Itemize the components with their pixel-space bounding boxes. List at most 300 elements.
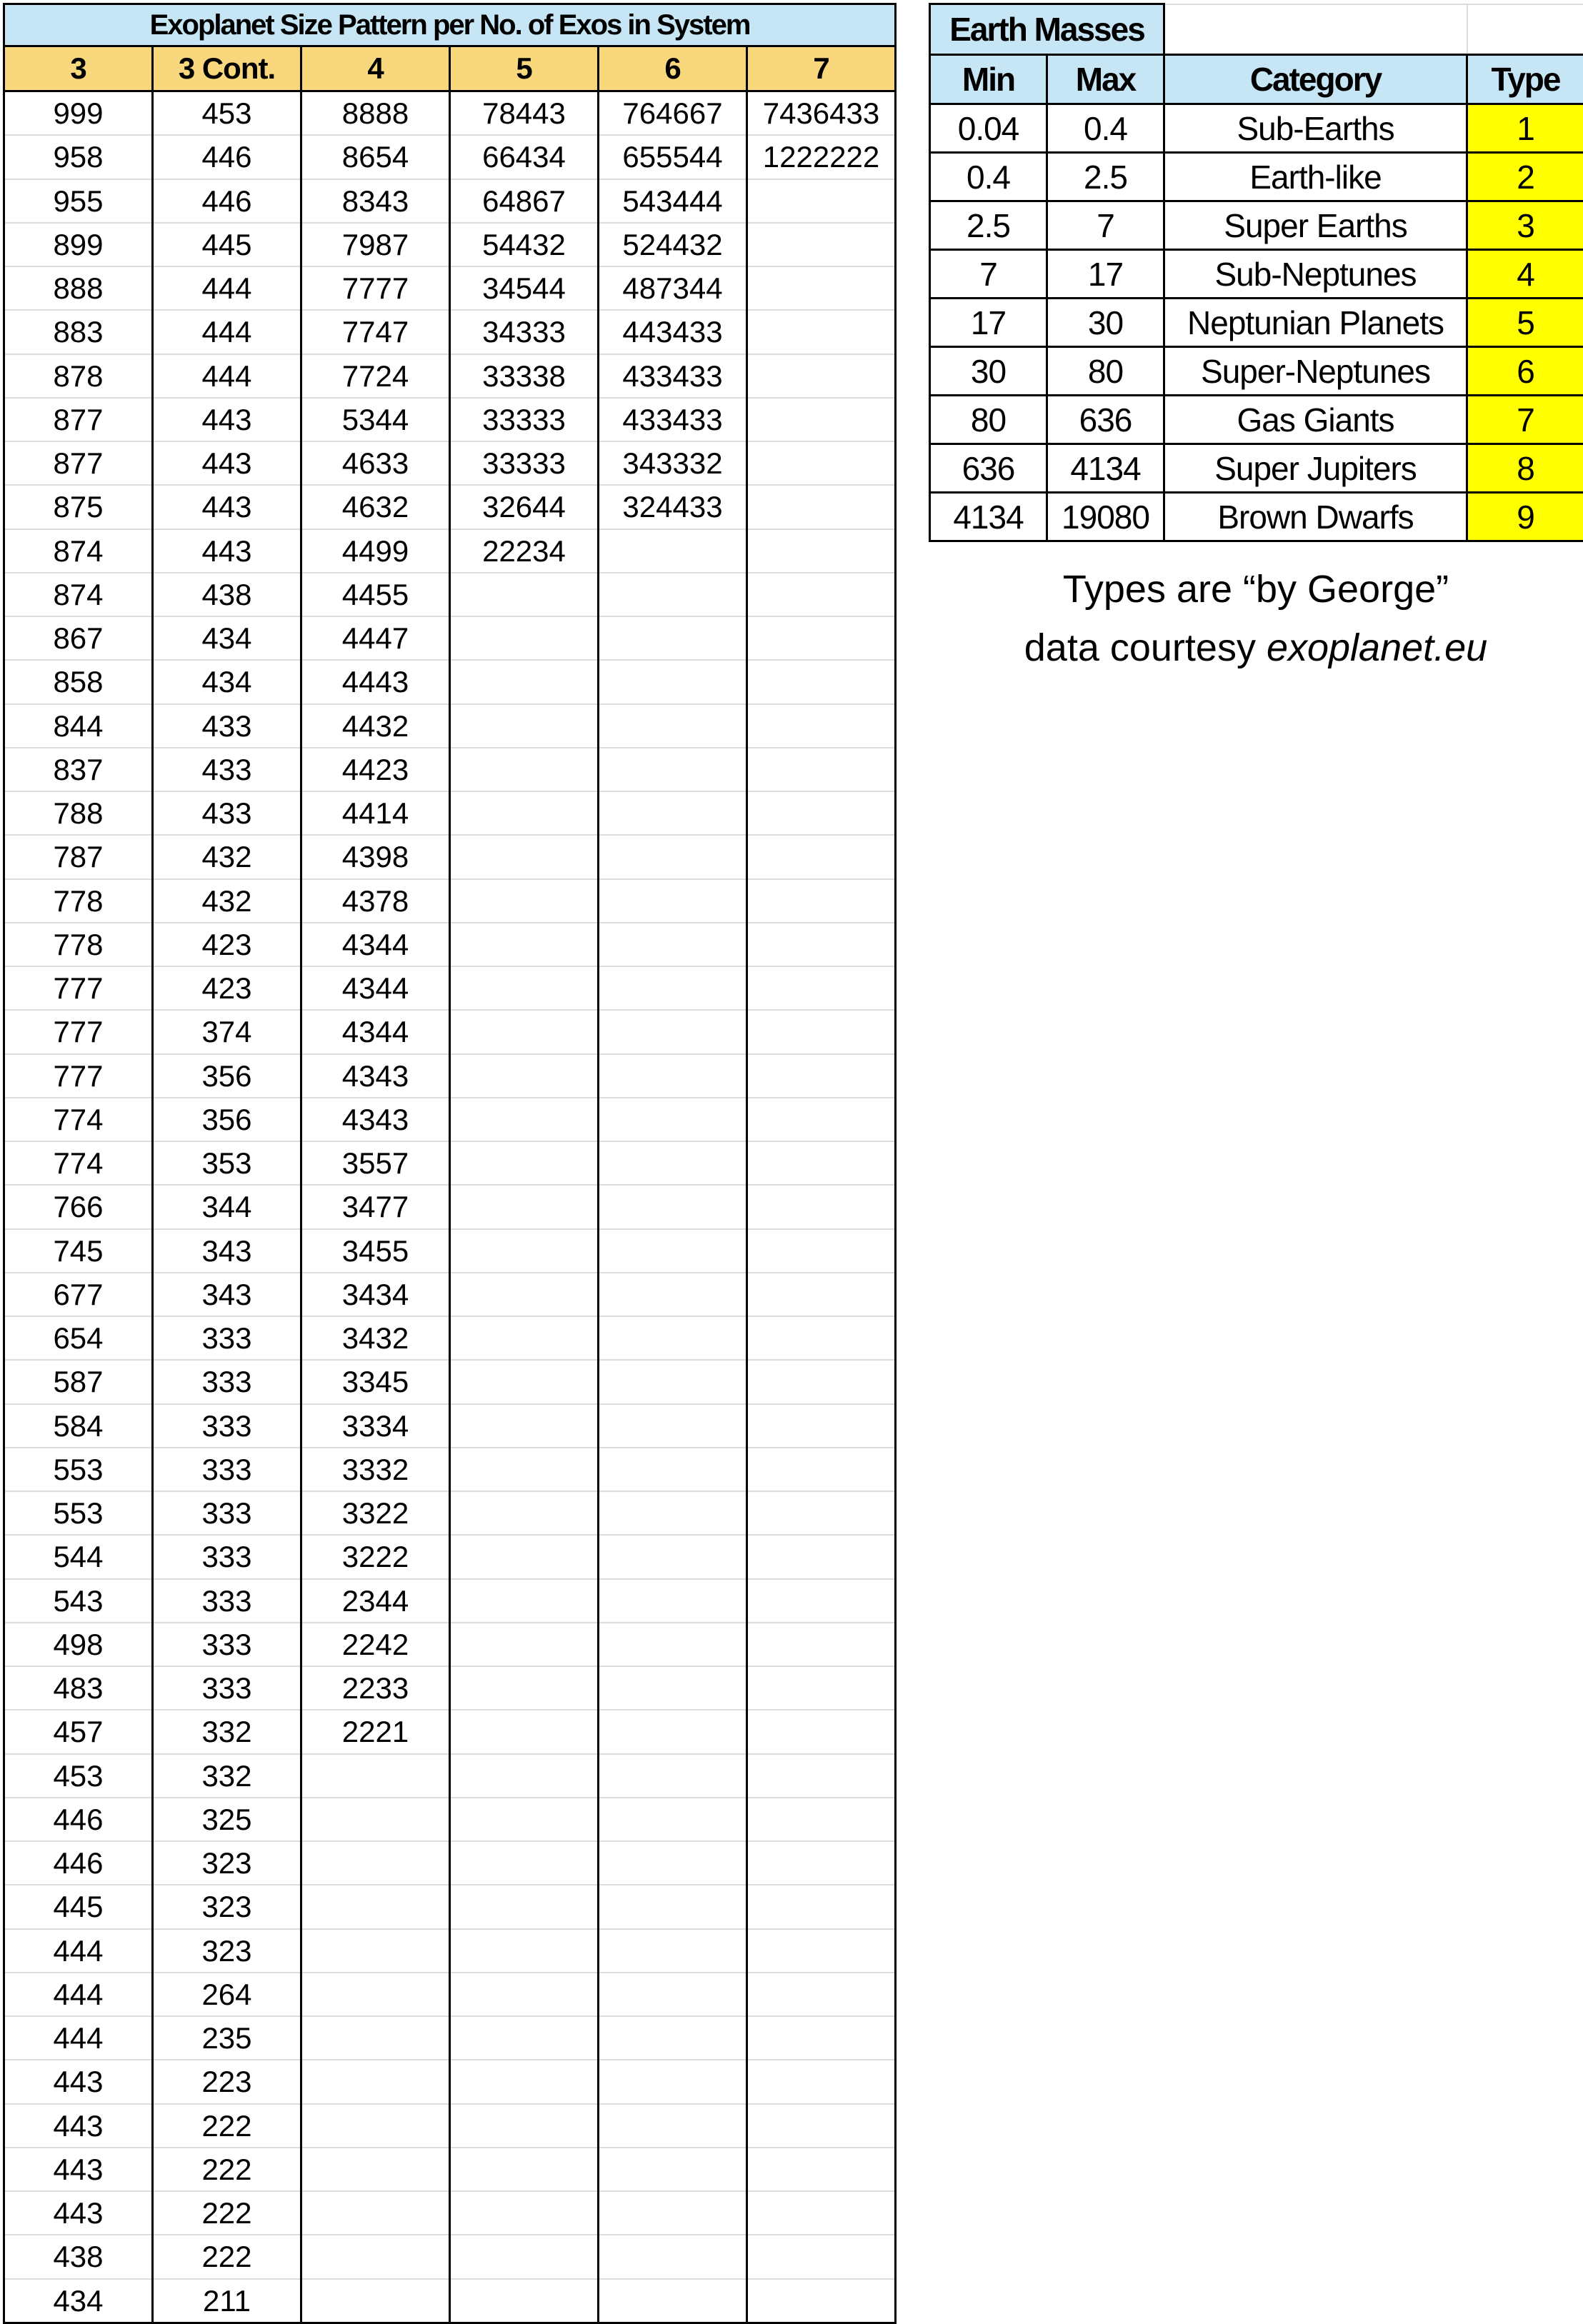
- table-cell: 33333: [450, 398, 599, 441]
- table-cell: 353: [153, 1141, 301, 1185]
- table-row: [4, 2148, 896, 2191]
- table-row: [4, 1316, 896, 1360]
- type-cell: 4: [1467, 250, 1583, 299]
- table-cell: 498: [4, 1623, 153, 1666]
- table-cell: [450, 1973, 599, 2016]
- table-cell: 3222: [301, 1535, 450, 1578]
- max-cell: 80: [1047, 347, 1164, 396]
- table-cell: 883: [4, 310, 153, 354]
- legend-row: [930, 250, 1583, 299]
- max-cell: 4134: [1047, 444, 1164, 493]
- min-cell: 2.5: [930, 201, 1047, 250]
- type-cell: 3: [1467, 201, 1583, 250]
- table-cell: [599, 1054, 747, 1098]
- table-row: [4, 1491, 896, 1535]
- table-cell: [450, 1666, 599, 1710]
- table-cell: 483: [4, 1666, 153, 1710]
- table-cell: [599, 2279, 747, 2323]
- table-cell: 745: [4, 1229, 153, 1273]
- table-cell: [747, 1229, 896, 1273]
- table-cell: [747, 1754, 896, 1798]
- table-cell: 543444: [599, 179, 747, 223]
- table-cell: [450, 748, 599, 791]
- type-cell: 2: [1467, 153, 1583, 201]
- table-cell: 434: [153, 616, 301, 660]
- table-cell: 444: [153, 354, 301, 398]
- min-cell: 4134: [930, 493, 1047, 541]
- table-cell: 2221: [301, 1710, 450, 1753]
- table-row: [4, 923, 896, 966]
- column-header: 7: [747, 46, 896, 91]
- table-cell: [599, 923, 747, 966]
- table-row: [4, 1885, 896, 1928]
- table-cell: 587: [4, 1360, 153, 1403]
- table-cell: 764667: [599, 91, 747, 136]
- table-cell: 4398: [301, 835, 450, 878]
- table-cell: 543: [4, 1579, 153, 1623]
- table-cell: 344: [153, 1185, 301, 1228]
- table-cell: [301, 2191, 450, 2235]
- table-cell: [747, 485, 896, 529]
- table-cell: 445: [153, 223, 301, 266]
- table-cell: 867: [4, 616, 153, 660]
- table-cell: [747, 2016, 896, 2060]
- table-cell: [599, 529, 747, 573]
- table-cell: [301, 2016, 450, 2060]
- table-cell: 222: [153, 2191, 301, 2235]
- table-row: [4, 1710, 896, 1753]
- min-cell: 30: [930, 347, 1047, 396]
- table-cell: [301, 2104, 450, 2148]
- types-note: Types are “by George”: [929, 560, 1583, 618]
- table-cell: [747, 2235, 896, 2278]
- table-cell: [747, 1010, 896, 1053]
- table-row: [4, 441, 896, 485]
- table-cell: [599, 616, 747, 660]
- table-cell: [747, 573, 896, 616]
- table-cell: [450, 1491, 599, 1535]
- table-cell: 777: [4, 966, 153, 1010]
- type-cell: 1: [1467, 104, 1583, 153]
- category-cell: Super-Neptunes: [1164, 347, 1467, 396]
- table-row: [4, 2279, 896, 2323]
- table-cell: 423: [153, 966, 301, 1010]
- table-cell: 858: [4, 660, 153, 703]
- table-cell: [747, 1841, 896, 1885]
- blank-cell: [1467, 4, 1583, 55]
- category-cell: Sub-Earths: [1164, 104, 1467, 153]
- table-cell: 2344: [301, 1579, 450, 1623]
- table-cell: [747, 529, 896, 573]
- legend-column-header: Type: [1467, 55, 1583, 104]
- table-cell: [599, 1623, 747, 1666]
- table-cell: 553: [4, 1491, 153, 1535]
- table-cell: [599, 1666, 747, 1710]
- table-cell: 64867: [450, 179, 599, 223]
- table-cell: 877: [4, 398, 153, 441]
- table-cell: [747, 748, 896, 791]
- table-cell: 54432: [450, 223, 599, 266]
- table-cell: [450, 791, 599, 835]
- table-cell: 8654: [301, 135, 450, 179]
- legend-row: [930, 153, 1583, 201]
- table-row: [4, 1448, 896, 1491]
- legend-row: [930, 104, 1583, 153]
- table-cell: 5344: [301, 398, 450, 441]
- table-cell: 487344: [599, 266, 747, 310]
- table-row: [4, 748, 896, 791]
- table-row: [4, 310, 896, 354]
- table-cell: [599, 1010, 747, 1053]
- table-cell: [747, 1404, 896, 1448]
- table-cell: 66434: [450, 135, 599, 179]
- table-cell: 443: [4, 2104, 153, 2148]
- table-cell: 356: [153, 1054, 301, 1098]
- table-cell: [747, 223, 896, 266]
- source-name: exoplanet.eu: [1267, 626, 1487, 669]
- table-row: [4, 1623, 896, 1666]
- table-cell: 446: [153, 179, 301, 223]
- table-cell: [450, 2148, 599, 2191]
- table-cell: 34544: [450, 266, 599, 310]
- table-cell: [747, 2148, 896, 2191]
- table-cell: [599, 1316, 747, 1360]
- table-cell: 553: [4, 1448, 153, 1491]
- table-cell: [450, 879, 599, 923]
- table-cell: [301, 1885, 450, 1928]
- table-cell: [450, 1535, 599, 1578]
- table-cell: [450, 1316, 599, 1360]
- table-cell: 8888: [301, 91, 450, 136]
- table-cell: [747, 310, 896, 354]
- legend-row: [930, 299, 1583, 347]
- table-cell: 443: [4, 2148, 153, 2191]
- table-cell: 3557: [301, 1141, 450, 1185]
- table-cell: [301, 1798, 450, 1841]
- min-cell: 80: [930, 396, 1047, 444]
- table-cell: 333: [153, 1360, 301, 1403]
- table-cell: 3477: [301, 1185, 450, 1228]
- table-cell: 446: [153, 135, 301, 179]
- table-row: [4, 573, 896, 616]
- table-cell: [747, 354, 896, 398]
- table-cell: [599, 2060, 747, 2103]
- table-row: [4, 616, 896, 660]
- table-cell: 7747: [301, 310, 450, 354]
- table-cell: 324433: [599, 485, 747, 529]
- legend-column-header: Min: [930, 55, 1047, 104]
- table-cell: [450, 2191, 599, 2235]
- table-cell: 333: [153, 1623, 301, 1666]
- category-cell: Gas Giants: [1164, 396, 1467, 444]
- table-cell: 446: [4, 1798, 153, 1841]
- table-cell: 444: [4, 1973, 153, 2016]
- table-cell: [599, 748, 747, 791]
- table-cell: 7436433: [747, 91, 896, 136]
- category-cell: Earth-like: [1164, 153, 1467, 201]
- table-cell: 423: [153, 923, 301, 966]
- min-cell: 17: [930, 299, 1047, 347]
- table-cell: [450, 1754, 599, 1798]
- table-cell: 584: [4, 1404, 153, 1448]
- table-cell: 524432: [599, 223, 747, 266]
- attribution-notes: [929, 560, 1583, 677]
- table-cell: 444: [4, 2016, 153, 2060]
- table-cell: 444: [153, 310, 301, 354]
- table-cell: 433: [153, 704, 301, 748]
- table-cell: [450, 2104, 599, 2148]
- table-cell: 443: [153, 485, 301, 529]
- table-cell: [599, 660, 747, 703]
- table-row: [4, 1666, 896, 1710]
- table-row: [4, 1273, 896, 1316]
- table-row: [4, 2104, 896, 2148]
- min-cell: 0.04: [930, 104, 1047, 153]
- table-cell: [599, 1798, 747, 1841]
- table-row: [4, 1360, 896, 1403]
- category-cell: Super Earths: [1164, 201, 1467, 250]
- table-cell: 453: [4, 1754, 153, 1798]
- table-row: [4, 1098, 896, 1141]
- table-cell: [747, 791, 896, 835]
- table-cell: [747, 1360, 896, 1403]
- table-cell: 438: [4, 2235, 153, 2278]
- table-cell: [747, 1273, 896, 1316]
- table-cell: [747, 2060, 896, 2103]
- table-cell: 264: [153, 1973, 301, 2016]
- table-cell: [450, 835, 599, 878]
- table-cell: [747, 1666, 896, 1710]
- legend-row: [930, 493, 1583, 541]
- table-cell: [747, 1535, 896, 1578]
- table-cell: [301, 1754, 450, 1798]
- table-row: [4, 1754, 896, 1798]
- table-cell: [747, 2104, 896, 2148]
- table-row: [4, 1141, 896, 1185]
- max-cell: 7: [1047, 201, 1164, 250]
- table-cell: 875: [4, 485, 153, 529]
- table-cell: 333: [153, 1666, 301, 1710]
- table-cell: 4499: [301, 529, 450, 573]
- table-cell: [747, 1710, 896, 1753]
- table-cell: 333: [153, 1579, 301, 1623]
- table-cell: 837: [4, 748, 153, 791]
- column-header: 5: [450, 46, 599, 91]
- table-row: [4, 135, 896, 179]
- table-cell: [747, 1316, 896, 1360]
- table-cell: 222: [153, 2148, 301, 2191]
- table-row: [4, 1929, 896, 1973]
- table-cell: 434: [4, 2279, 153, 2323]
- max-cell: 19080: [1047, 493, 1164, 541]
- table-cell: [450, 966, 599, 1010]
- legend-row: [930, 444, 1583, 493]
- table-cell: [747, 1491, 896, 1535]
- table-cell: 878: [4, 354, 153, 398]
- table-cell: 655544: [599, 135, 747, 179]
- table-cell: 343332: [599, 441, 747, 485]
- table-cell: 4423: [301, 748, 450, 791]
- table-cell: [599, 1710, 747, 1753]
- table-cell: [599, 1841, 747, 1885]
- table-cell: 4632: [301, 485, 450, 529]
- pattern-table-body: [4, 91, 896, 2323]
- table-cell: 33333: [450, 441, 599, 485]
- table-cell: 443: [4, 2191, 153, 2235]
- table-cell: [450, 2060, 599, 2103]
- table-cell: 343: [153, 1229, 301, 1273]
- table-cell: 955: [4, 179, 153, 223]
- table-cell: [599, 1448, 747, 1491]
- table-cell: [599, 1229, 747, 1273]
- table-cell: 3455: [301, 1229, 450, 1273]
- table-cell: [450, 1360, 599, 1403]
- table-cell: 325: [153, 1798, 301, 1841]
- table-cell: 332: [153, 1754, 301, 1798]
- category-cell: Super Jupiters: [1164, 444, 1467, 493]
- table-cell: [599, 1754, 747, 1798]
- table-cell: 774: [4, 1141, 153, 1185]
- table-row: [4, 1841, 896, 1885]
- table-row: [4, 835, 896, 878]
- table-cell: [599, 2016, 747, 2060]
- table-cell: 958: [4, 135, 153, 179]
- table-cell: [747, 616, 896, 660]
- table-cell: [747, 398, 896, 441]
- table-row: [4, 1535, 896, 1578]
- table-row: [4, 398, 896, 441]
- table-cell: 222: [153, 2104, 301, 2148]
- table-cell: [747, 704, 896, 748]
- table-cell: 787: [4, 835, 153, 878]
- table-cell: [450, 2016, 599, 2060]
- table-cell: 4344: [301, 1010, 450, 1053]
- table-cell: 433: [153, 791, 301, 835]
- table-cell: 4343: [301, 1054, 450, 1098]
- table-cell: 356: [153, 1098, 301, 1141]
- table-cell: [450, 1404, 599, 1448]
- table-cell: 3322: [301, 1491, 450, 1535]
- table-row: [4, 354, 896, 398]
- table-row: [4, 529, 896, 573]
- table-cell: [599, 791, 747, 835]
- table-cell: 333: [153, 1404, 301, 1448]
- type-cell: 9: [1467, 493, 1583, 541]
- table-cell: 4414: [301, 791, 450, 835]
- category-cell: Neptunian Planets: [1164, 299, 1467, 347]
- table-row: [4, 2060, 896, 2103]
- table-cell: 4447: [301, 616, 450, 660]
- table-cell: 333: [153, 1491, 301, 1535]
- table-cell: [747, 879, 896, 923]
- table-cell: 33338: [450, 354, 599, 398]
- table-cell: [747, 1579, 896, 1623]
- table-row: [4, 1185, 896, 1228]
- table-row: [4, 1973, 896, 2016]
- table-cell: [301, 1973, 450, 2016]
- category-cell: Brown Dwarfs: [1164, 493, 1467, 541]
- table-cell: 434: [153, 660, 301, 703]
- legend-column-headers: [930, 55, 1583, 104]
- table-cell: [599, 1973, 747, 2016]
- table-cell: [599, 1885, 747, 1928]
- table-cell: 211: [153, 2279, 301, 2323]
- table-row: [4, 966, 896, 1010]
- table-cell: [301, 1841, 450, 1885]
- table-cell: [450, 660, 599, 703]
- table-cell: 3334: [301, 1404, 450, 1448]
- table-cell: [599, 835, 747, 878]
- table-cell: [301, 1929, 450, 1973]
- table-cell: 888: [4, 266, 153, 310]
- table-row: [4, 2016, 896, 2060]
- table-cell: 766: [4, 1185, 153, 1228]
- table-cell: 4443: [301, 660, 450, 703]
- column-header: 3: [4, 46, 153, 91]
- table-row: [4, 704, 896, 748]
- table-cell: 4432: [301, 704, 450, 748]
- max-cell: 0.4: [1047, 104, 1164, 153]
- legend-row: [930, 396, 1583, 444]
- table-cell: [450, 1885, 599, 1928]
- table-cell: 4455: [301, 573, 450, 616]
- table-cell: [599, 1273, 747, 1316]
- table-cell: [747, 1623, 896, 1666]
- table-cell: 4633: [301, 441, 450, 485]
- table-row: [4, 879, 896, 923]
- table-cell: 778: [4, 923, 153, 966]
- source-note: [929, 618, 1583, 677]
- table-cell: [747, 1448, 896, 1491]
- table-cell: [450, 573, 599, 616]
- table-cell: 844: [4, 704, 153, 748]
- table-cell: [747, 1885, 896, 1928]
- table-cell: [450, 1229, 599, 1273]
- table-cell: [747, 923, 896, 966]
- table-cell: 1222222: [747, 135, 896, 179]
- table-cell: 899: [4, 223, 153, 266]
- table-cell: 3332: [301, 1448, 450, 1491]
- table-cell: 2242: [301, 1623, 450, 1666]
- table-cell: 874: [4, 529, 153, 573]
- table-cell: 443: [153, 529, 301, 573]
- table-cell: 7777: [301, 266, 450, 310]
- table-cell: 235: [153, 2016, 301, 2060]
- table-cell: 544: [4, 1535, 153, 1578]
- table-cell: [450, 1841, 599, 1885]
- max-cell: 2.5: [1047, 153, 1164, 201]
- table-cell: 457: [4, 1710, 153, 1753]
- table-cell: [450, 1273, 599, 1316]
- table-cell: 22234: [450, 529, 599, 573]
- table-cell: 343: [153, 1273, 301, 1316]
- table-cell: 78443: [450, 91, 599, 136]
- table-cell: [450, 704, 599, 748]
- table-cell: [747, 1054, 896, 1098]
- table-cell: 323: [153, 1841, 301, 1885]
- min-cell: 7: [930, 250, 1047, 299]
- type-cell: 5: [1467, 299, 1583, 347]
- column-header: 3 Cont.: [153, 46, 301, 91]
- table-cell: [747, 1798, 896, 1841]
- table-cell: 32644: [450, 485, 599, 529]
- table-row: [4, 1229, 896, 1273]
- table-cell: [599, 1579, 747, 1623]
- table-cell: [450, 1141, 599, 1185]
- table-cell: 7987: [301, 223, 450, 266]
- table-cell: 432: [153, 879, 301, 923]
- table-cell: 3434: [301, 1273, 450, 1316]
